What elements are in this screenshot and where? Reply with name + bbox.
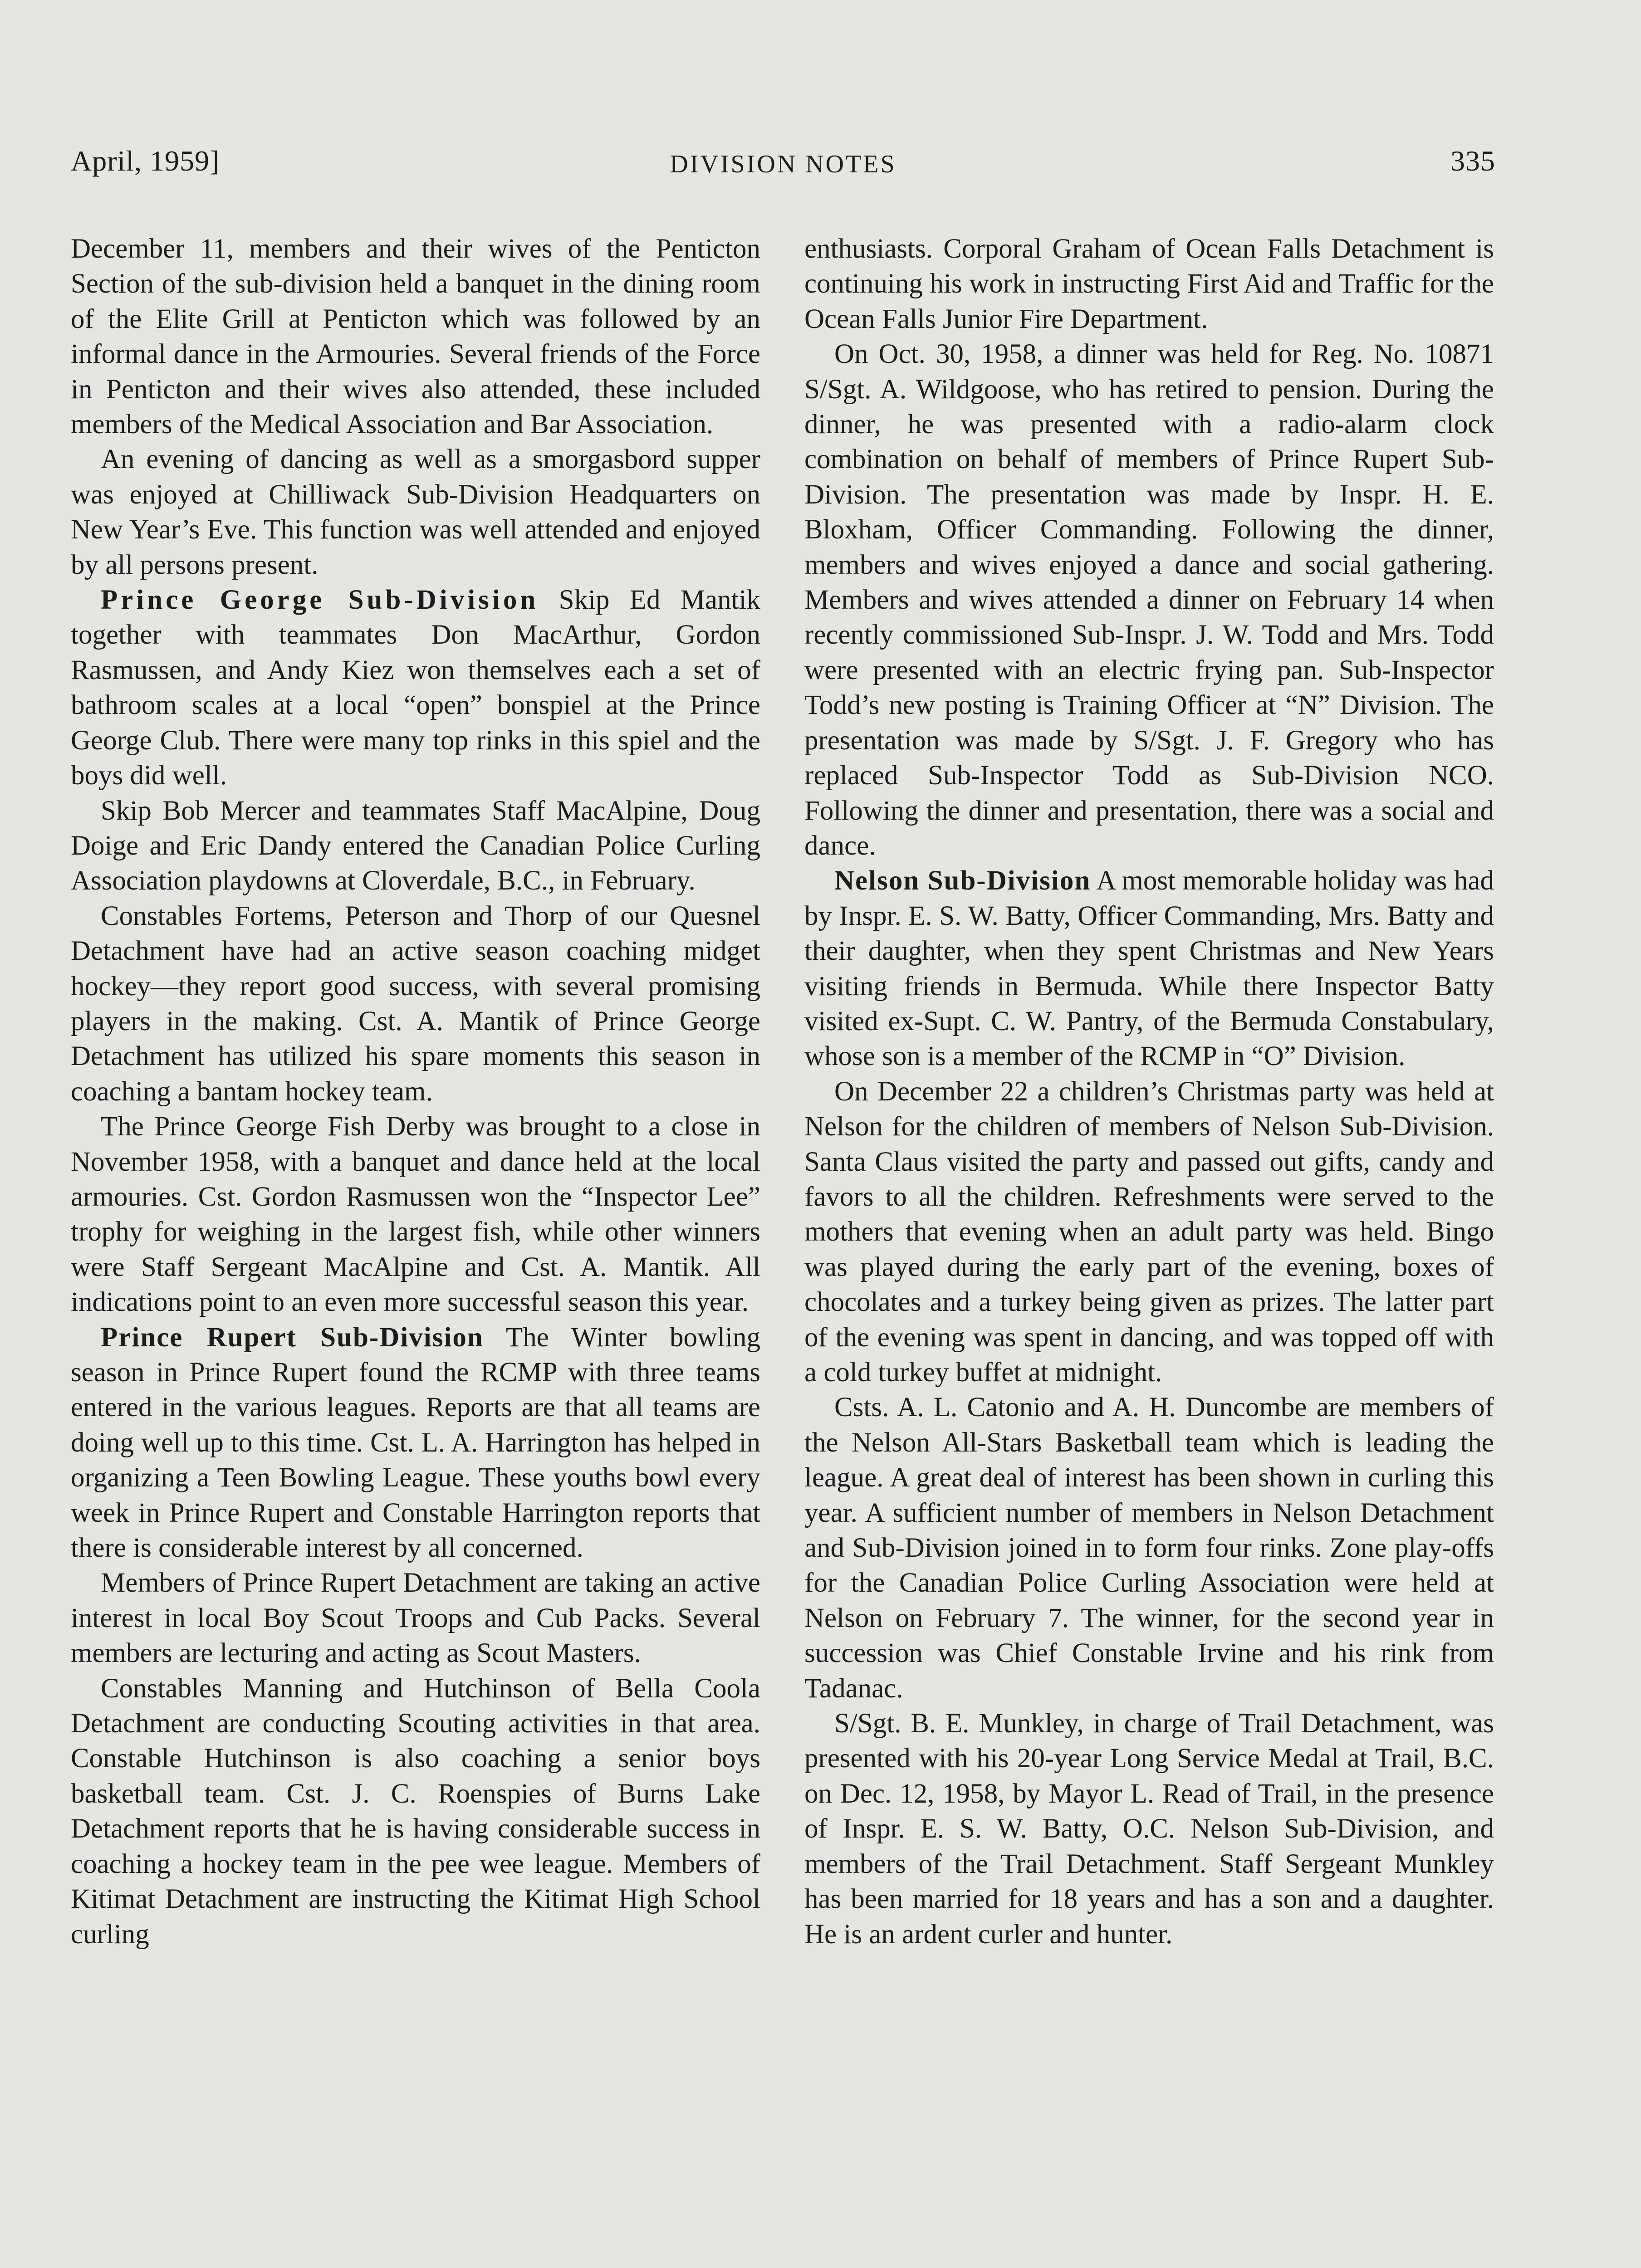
subdivision-heading: Nelson Sub-Division <box>834 865 1091 896</box>
subdivision-heading: Prince George Sub-Division <box>101 585 539 616</box>
paragraph <box>71 582 760 793</box>
paragraph-text: A most memorable holiday was had by Inspr. E. S. W. Batty, Officer Commanding, Mrs. Batty and their daughter, when they spent Christmas and New Years visiting friends in Bermuda. While there Inspector Batty visited ex-Supt. C. W. Pantry, of the Bermuda Constabulary, whose son is a member of the RCMP in “O” Division. <box>804 865 1494 1072</box>
paragraph: enthusiasts. Corporal Graham of Ocean Falls Detachment is continuing his work in instructing First Aid and Traffic for the Ocean Falls Junior Fire Department. <box>804 234 1494 334</box>
issue-date: April, 1959] <box>71 145 220 177</box>
right-column <box>804 231 1494 1952</box>
paragraph: December 11, members and their wives of the Penticton Section of the sub-division held a banquet in the dining room of the Elite Grill at Penticton which was followed by an informal dance in the Armouries. Several friends of the Force in Penticton and their wives also attended, these included members of the Medical Association and Bar Association. <box>71 234 760 440</box>
paragraph: An evening of dancing as well as a smorgasbord supper was enjoyed at Chilliwack Sub-Division Headquarters on New Year’s Eve. This function was well attended and enjoyed by all persons present. <box>71 444 760 580</box>
paragraph: The Prince George Fish Derby was brought to a close in November 1958, with a banquet and dance held at the local armouries. Cst. Gordon Rasmussen won the “Inspector Lee” trophy for weighing in the largest fish, while other winners were Staff Sergeant MacAlpine and Cst. A. Mantik. All indications point to an even more successful season this year. <box>71 1111 760 1318</box>
left-column <box>71 231 760 1952</box>
paragraph: Skip Bob Mercer and teammates Staff MacAlpine, Doug Doige and Eric Dandy entered the Canadian Police Curling Association playdowns at Cloverdale, B.C., in February. <box>71 795 760 896</box>
paragraph: Csts. A. L. Catonio and A. H. Duncombe are members of the Nelson All-Stars Basketball team which is leading the league. A great deal of interest has been shown in curling this year. A sufficient number of members in Nelson Detachment and Sub-Division joined in to form four rinks. Zone play-offs for the Canadian Police Curling Association were held at Nelson on February 7. The winner, for the second year in succession was Chief Constable Irvine and his rink from Tadanac. <box>804 1392 1494 1704</box>
paragraph-text: Skip Ed Mantik together with teammates Don MacArthur, Gordon Rasmussen, and Andy Kiez won themselves each a set of bathroom scales at a local “open” bonspiel at the Prince George Club. There were many top rinks in this spiel and the boys did well. <box>71 585 761 791</box>
section-title: DIVISION NOTES <box>670 150 896 178</box>
paragraph <box>71 1320 760 1566</box>
paragraph: S/Sgt. B. E. Munkley, in charge of Trail Detachment, was presented with his 20-year Long Service Medal at Trail, B.C. on Dec. 12, 1958, by Mayor L. Read of Trail, in the presence of Inspr. E. S. W. Batty, O.C. Nelson Sub-Division, and members of the Trail Detachment. Staff Sergeant Munkley has been married for 18 years and has a son and a daughter. He is an ardent curler and hunter. <box>804 1708 1494 1950</box>
paragraph-text: The Winter bowling season in Prince Rupert found the RCMP with three teams entered in the various leagues. Reports are that all teams are doing well up to this time. Cst. L. A. Harrington has helped in organizing a Teen Bowling League. These youths bowl every week in Prince Rupert and Constable Harrington reports that there is considerable interest by all concerned. <box>71 1322 760 1564</box>
paragraph: Constables Manning and Hutchinson of Bella Coola Detachment are conducting Scouting activities in that area. Constable Hutchinson is also coaching a senior boys basketball team. Cst. J. C. Roenspies of Burns Lake Detachment reports that he is having considerable success in coaching a hockey team in the pee wee league. Members of Kitimat Detachment are instructing the Kitimat High School curling <box>71 1673 760 1950</box>
subdivision-heading: Prince Rupert Sub-Division <box>101 1322 484 1353</box>
paragraph <box>804 863 1494 1074</box>
paragraph: On Oct. 30, 1958, a dinner was held for Reg. No. 10871 S/Sgt. A. Wildgoose, who has retired to pension. During the dinner, he was presented with a radio-alarm clock combination on behalf of members of Prince Rupert Sub-Division. The presentation was made by Inspr. H. E. Bloxham, Officer Commanding. Following the dinner, members and wives enjoyed a dance and social gathering. Members and wives attended a dinner on February 14 when recently commissioned Sub-Inspr. J. W. Todd and Mrs. Todd were presented with an electric frying pan. Sub-Inspector Todd’s new posting is Training Officer at “N” Division. The presentation was made by S/Sgt. J. F. Gregory who has replaced Sub-Inspector Todd as Sub-Division NCO. Following the dinner and presentation, there was a social and dance. <box>804 339 1494 861</box>
paragraph: On December 22 a children’s Christmas party was held at Nelson for the children of members of Nelson Sub-Division. Santa Claus visited the party and passed out gifts, candy and favors to all the children. Refreshments were served to the mothers that evening when an adult party was held. Bingo was played during the early part of the evening, boxes of chocolates and a turkey being given as prizes. The latter part of the evening was spent in dancing, and was topped off with a cold turkey buffet at midnight. <box>804 1076 1494 1388</box>
paragraph: Constables Fortems, Peterson and Thorp of our Quesnel Detachment have had an active season coaching midget hockey—they report good success, with several promising players in the making. Cst. A. Mantik of Prince George Detachment has utilized his spare moments this season in coaching a bantam hockey team. <box>71 900 760 1107</box>
page-number: 335 <box>1450 145 1495 177</box>
paragraph: Members of Prince Rupert Detachment are taking an active interest in local Boy Scout Troops and Cub Packs. Several members are lecturing and acting as Scout Masters. <box>71 1568 760 1669</box>
page-header <box>71 144 1495 194</box>
